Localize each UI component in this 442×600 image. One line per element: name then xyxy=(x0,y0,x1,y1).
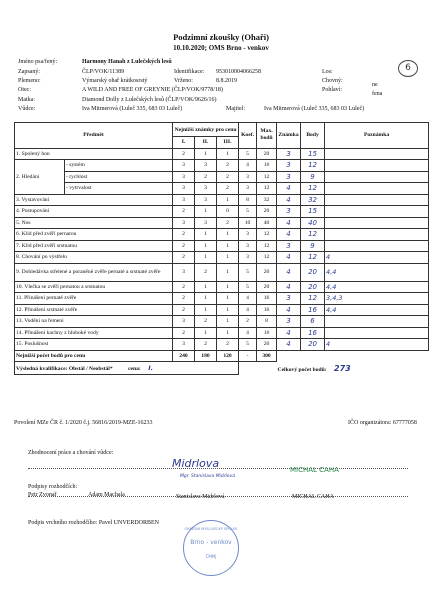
table-row xyxy=(15,206,429,218)
los-label: Los: xyxy=(322,69,333,75)
body-cell: 15 xyxy=(301,206,325,218)
min-III-cell: 1 xyxy=(217,281,239,293)
min-III-cell: 1 xyxy=(217,148,239,160)
judge-4: MICHAL CAHA xyxy=(292,494,334,500)
table-row xyxy=(15,160,429,172)
poznamka-cell: 4,4 xyxy=(325,281,429,293)
cena-label: cena: xyxy=(128,366,141,372)
vrh-value: 8.8.2019 xyxy=(216,78,237,84)
row-name: 11. Přinášení pernaté zvěře xyxy=(15,293,173,305)
celkovy-value: 273 xyxy=(334,363,351,373)
min-III-cell: 2 xyxy=(217,171,239,183)
stamp-text-2: Brno - venkov xyxy=(190,539,232,546)
majitel-label: Majitel: xyxy=(226,106,245,112)
row-name: 3. Vystavování xyxy=(15,194,173,206)
koef-cell: 4 xyxy=(239,327,257,339)
poznamka-cell xyxy=(325,171,429,183)
row-name: 8. Chování po výstřelu xyxy=(15,252,173,264)
min-II-cell: 3 xyxy=(195,217,217,229)
min-I-cell: 2 xyxy=(173,240,195,252)
min-II-cell: 2 xyxy=(195,339,217,351)
chovny-value: ne xyxy=(372,82,378,88)
row-name: 12. Přinášení srstnaté zvěře xyxy=(15,304,173,316)
poznamka-cell: 4,4 xyxy=(325,304,429,316)
min-II-cell: 2 xyxy=(195,316,217,328)
min-II-cell: 3 xyxy=(195,160,217,172)
min-I-cell: 3 xyxy=(173,339,195,351)
table-row xyxy=(15,281,429,293)
min-III-cell: 1 xyxy=(217,240,239,252)
min-III-cell: 1 xyxy=(217,327,239,339)
row-name: 2. Hledání xyxy=(15,160,65,195)
signature-caha: MICHAL CAHA xyxy=(290,466,339,474)
znamka-cell: 4 xyxy=(277,194,301,206)
min-I-cell: 3 xyxy=(173,171,195,183)
body-cell: 9 xyxy=(301,240,325,252)
vysledna-kvalifikace xyxy=(15,362,239,375)
znamka-cell: 3 xyxy=(277,240,301,252)
min-II-cell: 1 xyxy=(195,293,217,305)
poznamka-cell xyxy=(325,316,429,328)
poznamka-cell: 4 xyxy=(325,339,429,351)
min-II-cell: 1 xyxy=(195,304,217,316)
min-II-cell: 1 xyxy=(195,148,217,160)
znamka-cell: 4 xyxy=(277,217,301,229)
matka-value: Diamond Dolly z Lulečských lesů (ČLP/VOK/9626/16) xyxy=(82,97,217,103)
znamka-cell: 3 xyxy=(277,316,301,328)
jmeno-value: Harmony Hanah z Lulečských lesů xyxy=(82,59,172,65)
min-III-cell: 1 xyxy=(217,252,239,264)
znamka-cell: 4 xyxy=(277,281,301,293)
poznamka-cell xyxy=(325,327,429,339)
koef-cell: 3 xyxy=(239,229,257,241)
min-koef: - xyxy=(239,350,257,362)
handwritten-circled-number: 6 xyxy=(398,60,418,77)
min-III-cell: 1 xyxy=(217,194,239,206)
row-name: 13. Vodění na řemeni xyxy=(15,316,173,328)
row-name: 5. Nos xyxy=(15,217,173,229)
min-III-cell: 1 xyxy=(217,229,239,241)
min-I-cell: 2 xyxy=(173,148,195,160)
koef-cell: 4 xyxy=(239,304,257,316)
podpisy-label: Podpisy rozhodčích: xyxy=(28,484,78,490)
body-cell: 20 xyxy=(301,281,325,293)
min-II-cell: 1 xyxy=(195,206,217,218)
chovny-label: Chovný: xyxy=(322,78,343,84)
judge-1: Petr Zvonař xyxy=(28,492,57,498)
poznamka-cell xyxy=(325,183,429,195)
min-III: 120 xyxy=(217,350,239,362)
official-stamp xyxy=(183,520,239,576)
body-cell: 12 xyxy=(301,293,325,305)
min-I: 240 xyxy=(173,350,195,362)
row-subname: - systém xyxy=(65,160,173,172)
body-cell: 32 xyxy=(301,194,325,206)
body-cell: 40 xyxy=(301,217,325,229)
min-III-cell: 1 xyxy=(217,293,239,305)
max-cell: 12 xyxy=(257,240,277,252)
table-row xyxy=(15,252,429,264)
body-cell: 6 xyxy=(301,316,325,328)
head-II: II. xyxy=(195,137,217,149)
min-I-cell: 3 xyxy=(173,316,195,328)
row-name: 14. Přinášení kachny z hluboké vody xyxy=(15,327,173,339)
max-cell: 40 xyxy=(257,217,277,229)
poznamka-cell xyxy=(325,160,429,172)
poznamka-cell xyxy=(325,206,429,218)
body-cell: 9 xyxy=(301,171,325,183)
poznamka-cell: 4,4 xyxy=(325,263,429,281)
koef-cell: 3 xyxy=(239,171,257,183)
vudce-value: Iva Mitmerová (Luleč 335, 683 03 Luleč) xyxy=(82,106,183,112)
table-row xyxy=(15,293,429,305)
max-cell: 12 xyxy=(257,183,277,195)
znamka-cell: 4 xyxy=(277,229,301,241)
stamp-name-midrlova: Mgr. Stanislava Midrlová xyxy=(180,474,235,479)
koef-cell: 5 xyxy=(239,339,257,351)
znamka-cell: 3 xyxy=(277,171,301,183)
signature-midrlova: Midrlova xyxy=(172,457,220,470)
vudce-label: Vůdce: xyxy=(18,106,36,112)
pohlavi-value: fena xyxy=(372,91,383,97)
zapsan-label: Zapsaný: xyxy=(18,69,40,75)
max-cell: 16 xyxy=(257,327,277,339)
max-cell: 12 xyxy=(257,252,277,264)
poznamka-cell xyxy=(325,240,429,252)
row-name: 1. Spolený hon xyxy=(15,148,173,160)
celkovy-label: Celkový počet bodů: xyxy=(277,366,327,373)
table-row xyxy=(15,217,429,229)
row-name: 9. Dohledávka střelené a poraněné zvěře pernaté a srstnaté zvěře xyxy=(15,263,173,281)
head-III: III. xyxy=(217,137,239,149)
zapsan-value: ČLP/VOK/11389 xyxy=(82,69,125,75)
koef-cell: 2 xyxy=(239,316,257,328)
znamka-cell: 4 xyxy=(277,263,301,281)
head-predmet: Předmět xyxy=(15,123,173,149)
min-II-cell: 2 xyxy=(195,263,217,281)
koef-cell: 3 xyxy=(239,252,257,264)
max-cell: 12 xyxy=(257,229,277,241)
min-I-cell: 3 xyxy=(173,183,195,195)
pohlavi-label: Pohlaví: xyxy=(322,87,343,93)
body-cell: 16 xyxy=(301,327,325,339)
max-cell: 12 xyxy=(257,171,277,183)
min-III-cell: 0 xyxy=(217,206,239,218)
min-I-cell: 2 xyxy=(173,252,195,264)
znamka-cell: 4 xyxy=(277,304,301,316)
judge-3: Stanislava Midrlová xyxy=(176,494,225,500)
znamka-cell: 4 xyxy=(277,252,301,264)
koef-cell: 3 xyxy=(239,183,257,195)
body-cell: 15 xyxy=(301,148,325,160)
row-name: 6. Klid před zvěří pernatou xyxy=(15,229,173,241)
poznamka-cell xyxy=(325,229,429,241)
table-row xyxy=(15,316,429,328)
vrh-label: Vrženo: xyxy=(174,78,193,84)
row-name: 10. Vlečka se zvěří pernatou a srstnatou xyxy=(15,281,173,293)
table-row xyxy=(15,339,429,351)
min-I-cell: 2 xyxy=(173,229,195,241)
znamka-cell: 3 xyxy=(277,160,301,172)
table-row xyxy=(15,229,429,241)
celkovy-pocet xyxy=(277,362,429,375)
max-cell: 16 xyxy=(257,160,277,172)
znamka-cell: 3 xyxy=(277,293,301,305)
document-subtitle: 10.10.2020; OMS Brno - venkov xyxy=(173,44,269,52)
head-min: Nejnižší známky pro cenu xyxy=(173,123,239,137)
min-I-cell: 3 xyxy=(173,217,195,229)
otec-label: Otec: xyxy=(18,87,31,93)
row-name: 15. Poslušnost xyxy=(15,339,173,351)
koef-cell: 5 xyxy=(239,206,257,218)
row-subname: - vytrvalost xyxy=(65,183,173,195)
min-I-cell: 2 xyxy=(173,281,195,293)
poznamka-cell: 3,4,3 xyxy=(325,293,429,305)
koef-cell: 5 xyxy=(239,281,257,293)
povoleni-text: Povolení MZe ČR č. 1/2020 č.j. 56816/2019-MZE-16233 xyxy=(14,420,153,426)
koef-cell: 10 xyxy=(239,217,257,229)
jmeno-label: Jméno psa/fený: xyxy=(18,59,58,65)
head-body: Body xyxy=(301,123,325,149)
min-I-cell: 3 xyxy=(173,263,195,281)
head-koef: Koef. xyxy=(239,123,257,149)
ico-text: IČO organizátora: 67777058 xyxy=(348,420,417,426)
koef-cell: 5 xyxy=(239,148,257,160)
row-subname: - rychlost xyxy=(65,171,173,183)
max-cell: 20 xyxy=(257,263,277,281)
max-cell: 8 xyxy=(257,316,277,328)
document-title: Podzimní zkoušky (Ohaři) xyxy=(173,32,269,42)
table-row xyxy=(15,240,429,252)
min-II: 180 xyxy=(195,350,217,362)
max-cell: 32 xyxy=(257,194,277,206)
znamka-cell: 4 xyxy=(277,183,301,195)
min-III-cell: 2 xyxy=(217,160,239,172)
table-row xyxy=(15,263,429,281)
scoring-table xyxy=(14,122,429,375)
vrchni-rozhodci: Podpis vrchního rozhodčího: Pavel UNVERDORBEN xyxy=(28,520,159,526)
min-I-cell: 3 xyxy=(173,194,195,206)
min-III-cell: 1 xyxy=(217,316,239,328)
koef-cell: 5 xyxy=(239,263,257,281)
judge-2: Adam Machala xyxy=(88,492,125,498)
min-II-cell: 2 xyxy=(195,171,217,183)
min-III-cell: 2 xyxy=(217,217,239,229)
stamp-text-1: OKRESNÍ MYSLIVECKÝ SPOLEK xyxy=(184,527,238,531)
koef-cell: 4 xyxy=(239,293,257,305)
row-name: 7. Klid před zvěří srstnatou xyxy=(15,240,173,252)
body-cell: 20 xyxy=(301,339,325,351)
body-cell: 12 xyxy=(301,160,325,172)
koef-cell: 4 xyxy=(239,160,257,172)
poznamka-cell: 4 xyxy=(325,252,429,264)
majitel-value: Iva Mitmerová (Luleč 335, 683 03 Luleč) xyxy=(264,106,365,112)
min-I-cell: 2 xyxy=(173,293,195,305)
body-cell: 16 xyxy=(301,304,325,316)
table-row xyxy=(15,183,429,195)
poznamka-cell xyxy=(325,194,429,206)
head-poznamka: Poznámka xyxy=(325,123,429,149)
min-II-cell: 1 xyxy=(195,281,217,293)
max-cell: 20 xyxy=(257,281,277,293)
max-cell: 16 xyxy=(257,304,277,316)
min-III-cell: 2 xyxy=(217,339,239,351)
head-max: Max. bodů xyxy=(257,123,277,149)
body-cell: 12 xyxy=(301,229,325,241)
table-row xyxy=(15,194,429,206)
ident-label: Identifikace: xyxy=(174,69,205,75)
min-II-cell: 3 xyxy=(195,194,217,206)
table-row xyxy=(15,148,429,160)
table-row xyxy=(15,171,429,183)
znamka-cell: 4 xyxy=(277,327,301,339)
min-max: 300 xyxy=(257,350,277,362)
znamka-cell: 4 xyxy=(277,339,301,351)
znamka-cell: 3 xyxy=(277,148,301,160)
min-III-cell: 1 xyxy=(217,263,239,281)
min-I-cell: 2 xyxy=(173,304,195,316)
max-cell: 20 xyxy=(257,148,277,160)
zhodnoceni-label: Zhodnocení práce a chování vůdce: xyxy=(28,450,114,456)
matka-label: Matka: xyxy=(18,97,35,103)
min-II-cell: 1 xyxy=(195,240,217,252)
vysledna-label: Výsledná kvalifikace: Obstál / Neobstál* xyxy=(16,366,113,372)
min-II-cell: 3 xyxy=(195,183,217,195)
plemeno-label: Plemeno: xyxy=(18,78,41,84)
min-III-cell: 1 xyxy=(217,304,239,316)
cena-value: I. xyxy=(148,364,154,372)
poznamka-cell xyxy=(325,217,429,229)
min-III-cell: 2 xyxy=(217,183,239,195)
table-row xyxy=(15,304,429,316)
row-name: 4. Postupování xyxy=(15,206,173,218)
max-cell: 20 xyxy=(257,206,277,218)
min-I-cell: 3 xyxy=(173,160,195,172)
body-cell: 12 xyxy=(301,252,325,264)
max-cell: 20 xyxy=(257,339,277,351)
poznamka-cell xyxy=(325,148,429,160)
otec-value: A WILD AND FREE OF GREYNIE (ČLP/VOK/9778/18) xyxy=(82,87,223,93)
min-points-label: Nejnižší počet bodů pro cenu xyxy=(15,350,173,362)
min-II-cell: 1 xyxy=(195,327,217,339)
max-cell: 16 xyxy=(257,293,277,305)
plemeno-value: Výmarský ohař krátkosrstý xyxy=(82,78,148,84)
min-I-cell: 2 xyxy=(173,206,195,218)
min-II-cell: 1 xyxy=(195,252,217,264)
min-I-cell: 2 xyxy=(173,327,195,339)
head-I: I. xyxy=(173,137,195,149)
koef-cell: 8 xyxy=(239,194,257,206)
body-cell: 20 xyxy=(301,263,325,281)
head-znamka: Známka xyxy=(277,123,301,149)
body-cell: 12 xyxy=(301,183,325,195)
min-II-cell: 1 xyxy=(195,229,217,241)
table-row xyxy=(15,327,429,339)
stamp-text-3: ČMMJ xyxy=(205,554,217,559)
ident-value: 953010004066258 xyxy=(216,69,261,75)
znamka-cell: 3 xyxy=(277,206,301,218)
koef-cell: 3 xyxy=(239,240,257,252)
